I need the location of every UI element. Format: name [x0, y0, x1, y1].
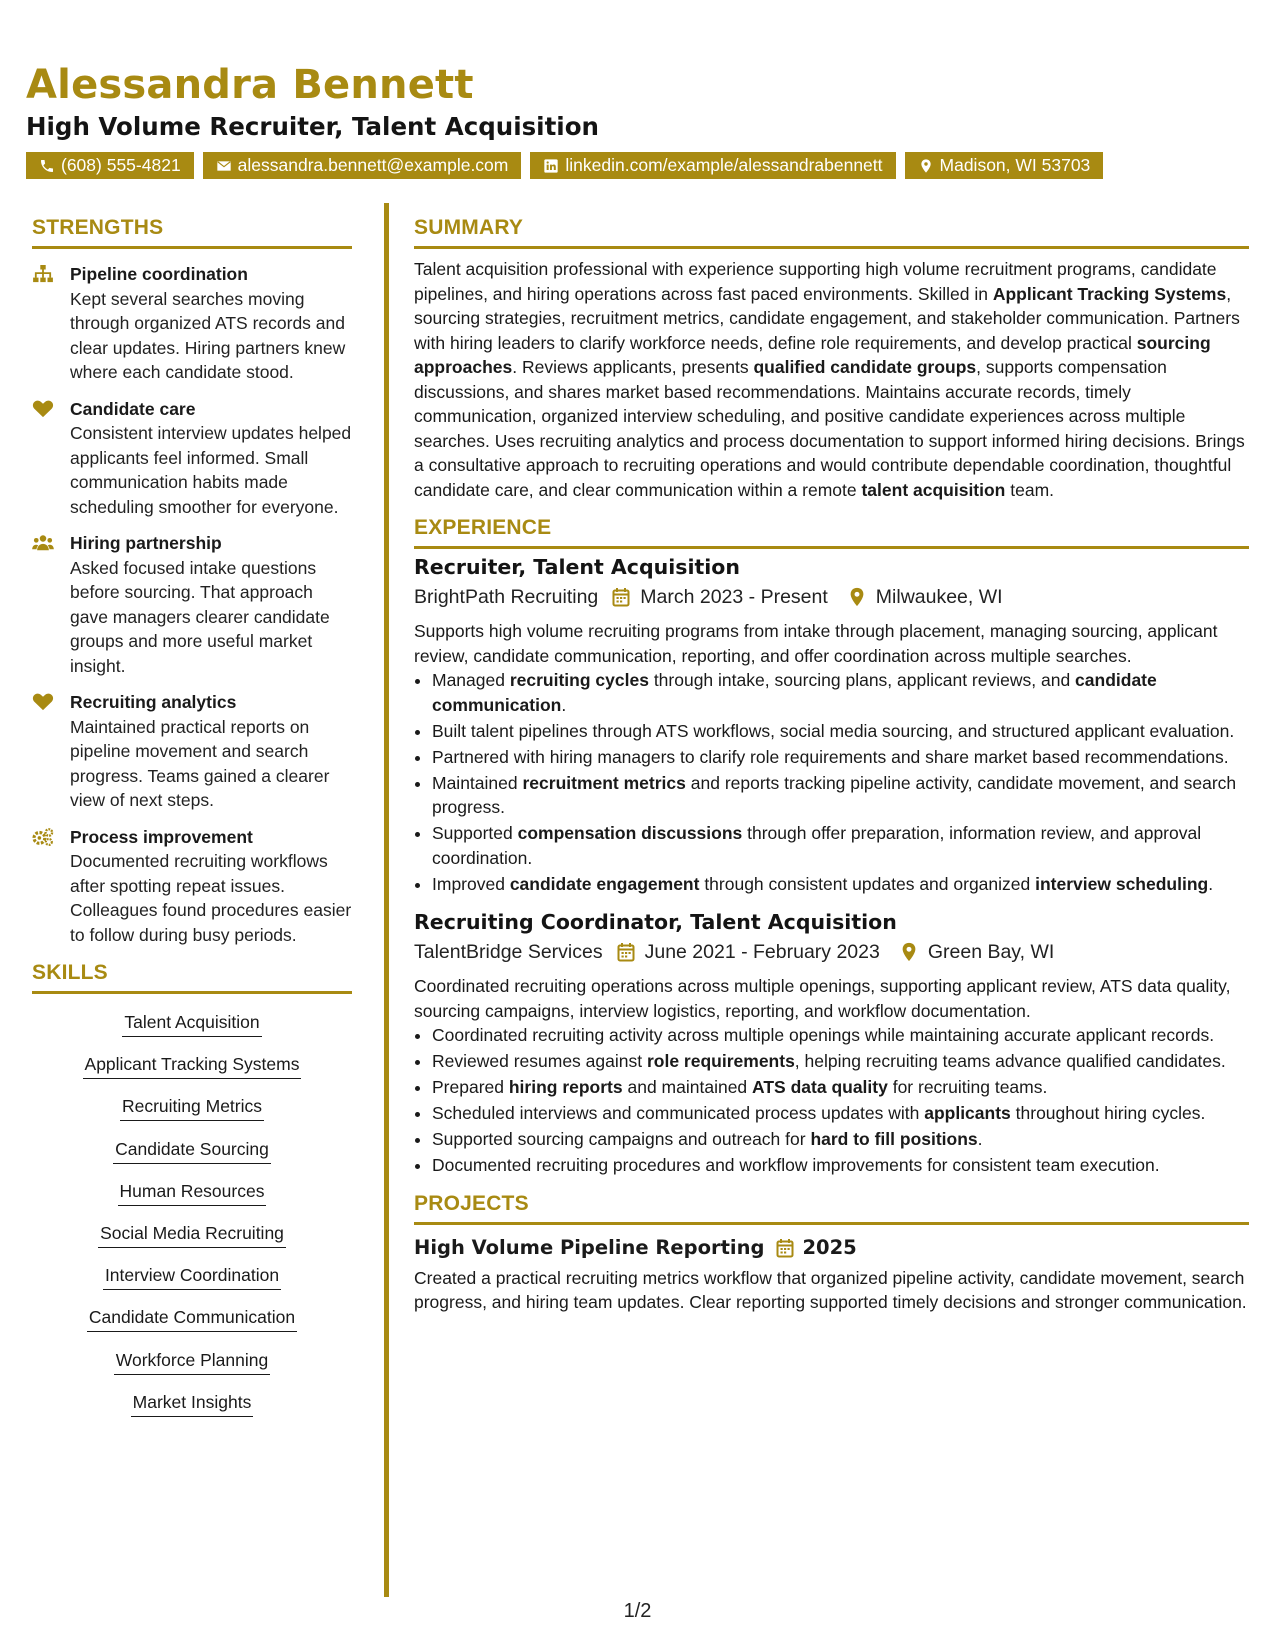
- linkedin-icon: [543, 158, 559, 174]
- map-pin-icon: [900, 942, 918, 962]
- job-company: BrightPath Recruiting: [414, 585, 599, 608]
- bold-phrase: candidate engagement: [509, 873, 700, 894]
- contact-email-text: alessandra.bennett@example.com: [237, 155, 509, 175]
- strength-desc: Documented recruiting workflows after spotting repeat issues. Colleagues found procedures easier to follow during busy periods.: [70, 851, 352, 945]
- skill-item: [32, 1010, 352, 1037]
- page-number: 1/2: [623, 1600, 652, 1622]
- job-entry: [414, 555, 1249, 896]
- contact-phone[interactable]: [26, 152, 194, 179]
- job-bullet: • Partnered with hiring managers to clarify role requirements and share market based recommendations.: [432, 745, 1249, 770]
- sitemap-icon: [32, 265, 54, 283]
- skill-item: [32, 1094, 352, 1121]
- projects-section: [414, 1192, 1249, 1315]
- skills-list: [32, 994, 352, 1417]
- users-icon: [32, 534, 54, 552]
- project-description: Created a practical recruiting metrics workflow that organized pipeline activity, candidate movement, search progress, and hiring team updates. Clear reporting supported timely decisions and stronger communication.: [414, 1267, 1247, 1312]
- bold-phrase: hiring reports: [508, 1077, 623, 1097]
- strength-item: [32, 825, 352, 948]
- project-year: 2025: [802, 1236, 857, 1259]
- strengths-section: [32, 216, 352, 947]
- strength-title: Pipeline coordination: [70, 264, 248, 284]
- calendar-icon: [776, 1238, 794, 1258]
- strength-item: [32, 690, 352, 813]
- contact-bar: [26, 152, 1103, 179]
- contact-location[interactable]: [905, 152, 1104, 179]
- map-pin-icon: [848, 587, 866, 607]
- job-bullet: • Managed recruiting cycles through intake, sourcing plans, applicant reviews, and candidate communication.: [432, 668, 1249, 717]
- job-title: Recruiting Coordinator, Talent Acquisition: [414, 910, 897, 934]
- contact-location-text: Madison, WI 53703: [939, 155, 1091, 175]
- skill-label: Applicant Tracking Systems: [83, 1052, 302, 1079]
- job-title: Recruiter, Talent Acquisition: [414, 555, 740, 579]
- job-company: TalentBridge Services: [414, 940, 603, 963]
- bold-phrase: qualified candidate groups: [753, 357, 977, 377]
- bold-phrase: sourcing approaches: [414, 332, 1211, 377]
- gears-icon: [32, 828, 54, 846]
- job-bullet: • Improved candidate engagement through consistent updates and organized interview scheduling.: [432, 872, 1249, 897]
- strength-item: [32, 397, 352, 520]
- contact-linkedin[interactable]: [530, 152, 895, 179]
- bold-phrase: talent acquisition: [861, 479, 1006, 500]
- job-description: Supports high volume recruiting programs from intake through placement, managing sourcing, applicant review, candidate communication, reporting, and offer coordination across multiple searches.: [414, 621, 1218, 666]
- left-column: [32, 216, 352, 1432]
- summary-section: [414, 216, 1249, 502]
- strength-title: Hiring partnership: [70, 533, 222, 553]
- bold-phrase: candidate communication: [432, 670, 1157, 715]
- bold-phrase: hard to fill positions: [810, 1129, 978, 1149]
- skill-label: Recruiting Metrics: [120, 1094, 264, 1121]
- skill-item: [32, 1179, 352, 1206]
- skills-heading: SKILLS: [32, 961, 352, 994]
- bold-phrase: recruitment metrics: [522, 772, 686, 793]
- strength-item: [32, 531, 352, 678]
- strength-title: Process improvement: [70, 826, 253, 847]
- skill-label: Candidate Sourcing: [113, 1137, 271, 1164]
- skill-label: Interview Coordination: [103, 1263, 281, 1290]
- job-bullet: • Reviewed resumes against role requirements, helping recruiting teams advance qualified candidates.: [432, 1049, 1249, 1074]
- project-title: High Volume Pipeline Reporting: [414, 1236, 765, 1259]
- column-divider: [384, 203, 389, 1597]
- skill-item: [32, 1348, 352, 1375]
- job-bullets: [414, 1023, 1249, 1178]
- projects-heading: PROJECTS: [414, 1192, 1249, 1225]
- bold-phrase: applicants: [924, 1103, 1011, 1123]
- heart-icon: [32, 693, 54, 711]
- skill-item: [32, 1052, 352, 1079]
- experience-section: [414, 516, 1249, 1178]
- skill-label: Social Media Recruiting: [98, 1221, 286, 1248]
- job-bullet: • Documented recruiting procedures and workflow improvements for consistent team execution.: [432, 1153, 1249, 1178]
- skill-label: Workforce Planning: [114, 1348, 270, 1375]
- skill-label: Talent Acquisition: [122, 1010, 261, 1037]
- skill-item: [32, 1263, 352, 1290]
- strength-title: Candidate care: [70, 398, 196, 419]
- strengths-list: [32, 249, 352, 947]
- skill-item: [32, 1221, 352, 1248]
- skill-item: [32, 1137, 352, 1164]
- summary-heading: SUMMARY: [414, 216, 1249, 249]
- job-dates: March 2023 - Present: [640, 585, 828, 608]
- strength-desc: Maintained practical reports on pipeline movement and search progress. Teams gained a clearer view of next steps.: [70, 716, 330, 810]
- bold-phrase: role requirements: [646, 1051, 795, 1071]
- skill-label: Human Resources: [118, 1179, 267, 1206]
- candidate-name: Alessandra Bennett: [26, 62, 474, 108]
- job-bullet: • Maintained recruitment metrics and reports tracking pipeline activity, candidate movement, and search progress.: [432, 771, 1249, 820]
- bold-phrase: recruiting cycles: [509, 670, 649, 690]
- bold-phrase: Applicant Tracking Systems: [992, 283, 1227, 304]
- job-bullet: • Supported sourcing campaigns and outreach for hard to fill positions.: [432, 1127, 1249, 1152]
- job-bullet: • Scheduled interviews and communicated process updates with applicants throughout hiring cycles.: [432, 1101, 1249, 1126]
- map-pin-icon: [918, 158, 934, 174]
- skill-label: Candidate Communication: [87, 1305, 297, 1332]
- calendar-icon: [617, 942, 635, 962]
- experience-heading: EXPERIENCE: [414, 516, 1249, 549]
- job-bullets: [414, 668, 1249, 896]
- envelope-icon: [216, 158, 232, 174]
- job-meta: [414, 936, 1249, 968]
- job-bullet: • Prepared hiring reports and maintained ATS data quality for recruiting teams.: [432, 1075, 1249, 1100]
- heart-icon: [32, 400, 54, 418]
- calendar-icon: [612, 587, 630, 607]
- strength-desc: Kept several searches moving through organized ATS records and clear updates. Hiring partners knew where each candidate stood.: [70, 288, 346, 382]
- job-location: Milwaukee, WI: [875, 585, 1003, 608]
- strength-item: [32, 262, 352, 385]
- contact-phone-text: (608) 555-4821: [61, 155, 181, 175]
- summary-text: Talent acquisition professional with experience supporting high volume recruitment programs, candidate pipelines, and hiring operations across fast paced environments. Skilled in Applicant Tracking Systems, sourcing strategies, recruitment metrics, candidate engagement, and stakeholder communication. Partners with hiring leaders to clarify workforce needs, define role requirements, and develop practical sourcing approaches. Reviews applicants, presents qualified candidate groups, supports compensation discussions, and shares market based recommendations. Maintains accurate records, timely communication, organized interview scheduling, and positive candidate experiences across multiple searches. Uses recruiting analytics and process documentation to support informed hiring decisions. Brings a consultative approach to recruiting operations and would contribute dependable coordination, thoughtful candidate care, and clear communication within a remote talent acquisition team.: [414, 259, 1245, 500]
- candidate-title: High Volume Recruiter, Talent Acquisition: [26, 112, 599, 141]
- strength-title: Recruiting analytics: [70, 692, 237, 712]
- job-entry: [414, 910, 1249, 1178]
- contact-email[interactable]: [203, 152, 522, 179]
- strengths-heading: STRENGTHS: [32, 216, 352, 249]
- job-bullet: • Built talent pipelines through ATS workflows, social media sourcing, and structured applicant evaluation.: [432, 719, 1249, 744]
- right-column: [414, 216, 1249, 1315]
- job-location: Green Bay, WI: [927, 940, 1055, 963]
- job-dates: June 2021 - February 2023: [644, 940, 880, 963]
- job-bullet: • Supported compensation discussions through offer preparation, information review, and approval coordination.: [432, 821, 1249, 870]
- bold-phrase: interview scheduling: [1035, 873, 1209, 894]
- skills-section: [32, 961, 352, 1417]
- phone-icon: [39, 158, 55, 174]
- skill-label: Market Insights: [131, 1390, 254, 1417]
- bold-phrase: ATS data quality: [752, 1077, 888, 1097]
- project-header: [414, 1234, 1249, 1262]
- strength-desc: Asked focused intake questions before sourcing. That approach gave managers clearer candidate groups and more useful market insight.: [70, 557, 330, 676]
- skill-item: [32, 1390, 352, 1417]
- job-description: Coordinated recruiting operations across multiple openings, supporting applicant review, ATS data quality, sourcing campaigns, interview logistics, reporting, and workflow documentation.: [414, 976, 1231, 1021]
- strength-desc: Consistent interview updates helped applicants feel informed. Small communication habits made scheduling smoother for everyone.: [70, 423, 352, 517]
- skill-item: [32, 1305, 352, 1332]
- job-meta: [414, 581, 1249, 613]
- contact-linkedin-text: linkedin.com/example/alessandrabennett: [565, 155, 883, 175]
- project-entry: [414, 1234, 1249, 1315]
- bold-phrase: compensation discussions: [517, 823, 743, 843]
- job-bullet: • Coordinated recruiting activity across multiple openings while maintaining accurate applicant records.: [432, 1023, 1249, 1048]
